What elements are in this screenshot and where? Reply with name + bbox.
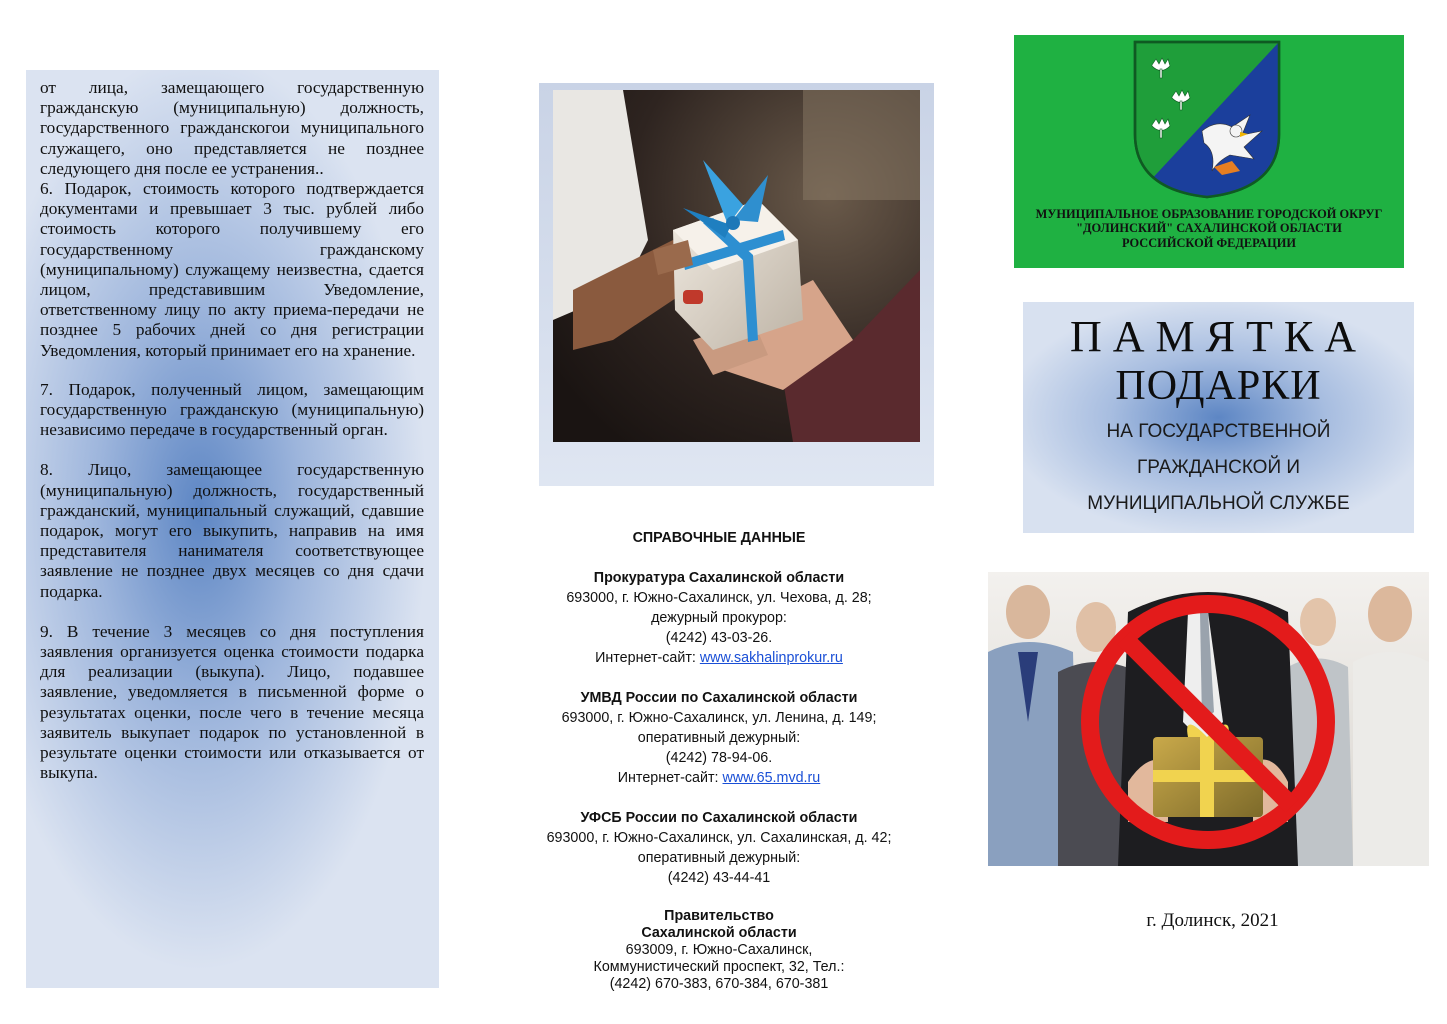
prosecutor-site-link[interactable]: www.sakhalinprokur.ru [699, 650, 843, 666]
umvd-site-link[interactable]: www.65.mvd.ru [722, 770, 821, 786]
paragraph-9: 9. В течение 3 месяцев со дня поступления заявления организуется оценка стоимости подарка для реализации (выкупа). Лицо, подавшее заявление, уведомляется в письменной форме о результатах оценки, после чего в течение месяца заявитель выкупает подарок по установленной в результате оценки стоимости или отказывается от выкупа. [40, 621, 424, 783]
title-desc-line2: ГРАЖДАНСКОЙ И [1136, 457, 1301, 478]
prosecutor-address: 693000, г. Южно-Сахалинск, ул. Чехова, д. 28; [566, 590, 872, 606]
gift-handover-photo [553, 90, 920, 442]
umvd-block [500, 688, 938, 788]
prosecutor-duty-label: дежурный прокурор: [651, 610, 787, 626]
paragraph-6: 6. Подарок, стоимость которого подтверждается документами и превышает 3 тыс. рублей либо стоимость которого получившему его государственному гражданскому (муниципальному) служащему неизвестна, сдается лицом, представившим Уведомление, ответственному лицу по акту приема-передачи не позднее 5 рабочих дней со дня регистрации Уведомления, который принимает его на хранение. [40, 179, 424, 360]
paragraph-5-end: от лица, замещающего государственную гражданскую (муниципальную) должность, государственного гражданскогои муниципального служащего, оно представляется не позднее следующего дня после ее устранения.. [40, 78, 424, 178]
gift-handover-illustration [553, 90, 920, 442]
ufsb-address: 693000, г. Южно-Сахалинск, ул. Сахалинская, д. 42; [546, 830, 892, 846]
government-name-line1: Правительство [664, 908, 774, 924]
coat-of-arms-icon [1132, 39, 1282, 201]
emblem-caption-line3: РОССИЙСКОЙ ФЕДЕРАЦИИ [1122, 235, 1296, 250]
government-name-line2: Сахалинской области [641, 925, 797, 941]
government-address-line1: 693009, г. Южно-Сахалинск, [625, 942, 813, 958]
government-phones: (4242) 670-383, 670-384, 670-381 [609, 976, 829, 992]
paragraph-8: 8. Лицо, замещающее государственную (муниципальную) должность, государственный гражданский, муниципальный служащий, сдавшие подарок, могут его выкупить, направив на имя представителя нанимателя соответствующее заявление не позднее двух месяцев со дня сдачи подарка. [40, 460, 424, 601]
title-box [1023, 302, 1414, 533]
umvd-duty-label: оперативный дежурный: [637, 730, 801, 746]
umvd-address: 693000, г. Южно-Сахалинск, ул. Ленина, д. 149; [561, 710, 877, 726]
prosecutor-block [500, 568, 938, 668]
government-address-line2: Коммунистический проспект, 32, Тел.: [593, 959, 845, 975]
no-gifts-illustration [988, 572, 1429, 866]
title-main: ПАМЯТКА [1069, 312, 1368, 361]
left-panel-text [40, 78, 424, 804]
prosecutor-site-line [500, 648, 938, 668]
prosecutor-name: Прокуратура Сахалинской области [593, 570, 845, 586]
paragraph-7: 7. Подарок, полученный лицом, замещающим государственную гражданскую (муниципальную) независимо передаче в государственный орган. [40, 379, 424, 440]
title-sub: ПОДАРКИ [1115, 363, 1322, 409]
reference-data [500, 528, 938, 1013]
city-year: г. Долинск, 2021 [1146, 910, 1279, 931]
title-desc-line3: МУНИЦИПАЛЬНОЙ СЛУЖБЕ [1087, 493, 1350, 514]
umvd-site-label: Интернет-сайт: [617, 770, 723, 786]
ufsb-name: УФСБ России по Сахалинской области [580, 810, 858, 826]
umvd-phone: (4242) 78-94-06. [665, 750, 773, 766]
title-description [1023, 414, 1414, 522]
prosecutor-site-label: Интернет-сайт: [595, 650, 700, 666]
ufsb-duty-label: оперативный дежурный: [637, 850, 801, 866]
reference-heading: СПРАВОЧНЫЕ ДАННЫЕ [632, 530, 806, 546]
prosecutor-phone: (4242) 43-03-26. [665, 630, 773, 646]
emblem-caption [1014, 207, 1404, 250]
emblem-banner [1014, 35, 1404, 268]
emblem-caption-line2: "ДОЛИНСКИЙ" САХАЛИНСКОЙ ОБЛАСТИ [1076, 221, 1342, 236]
no-gifts-photo [988, 572, 1429, 866]
title-desc-line1: НА ГОСУДАРСТВЕННОЙ [1106, 421, 1331, 442]
emblem-caption-line1: МУНИЦИПАЛЬНОЕ ОБРАЗОВАНИЕ ГОРОДСКОЙ ОКРУГ [1035, 207, 1383, 221]
ufsb-phone: (4242) 43-44-41 [667, 870, 771, 886]
umvd-site-line [500, 768, 938, 788]
government-block [500, 908, 938, 993]
ufsb-block [500, 808, 938, 888]
umvd-name: УМВД России по Сахалинской области [580, 690, 858, 706]
